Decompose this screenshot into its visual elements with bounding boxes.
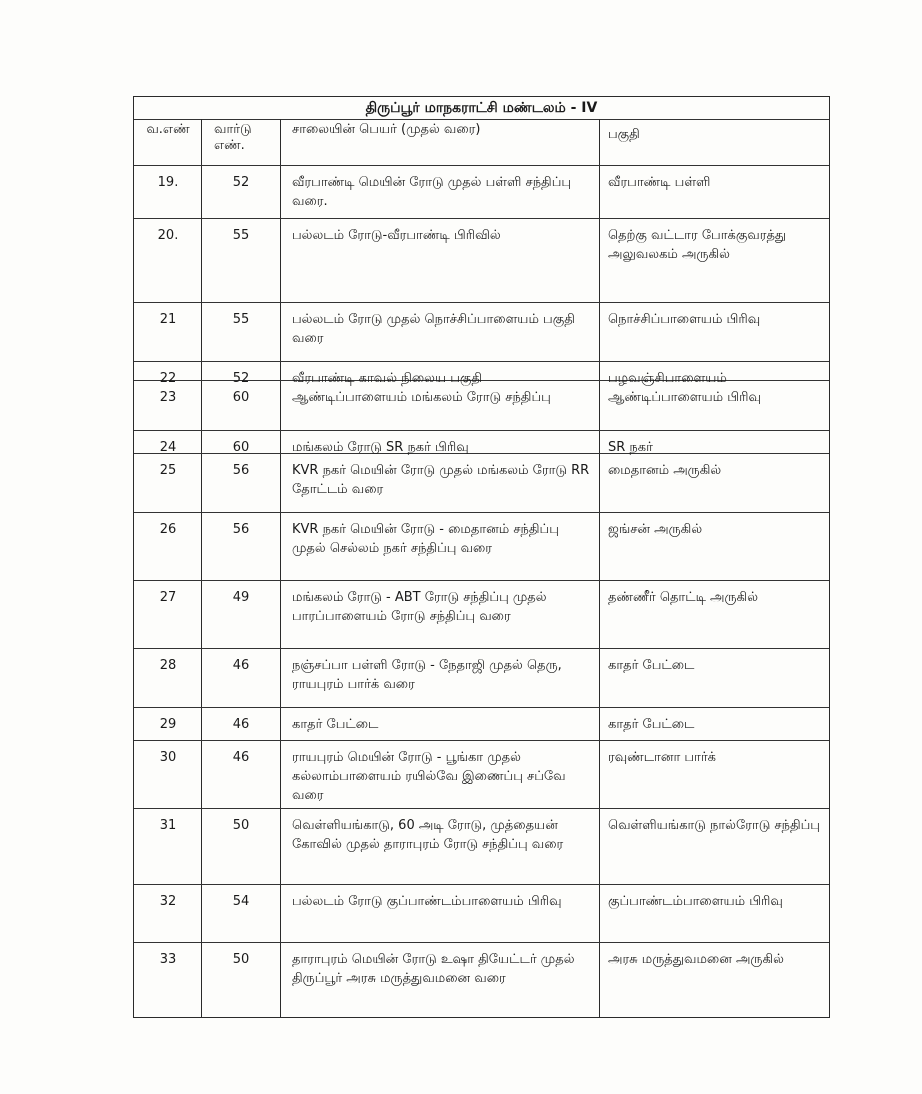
row-rule [134, 430, 829, 431]
cell-road: பல்லடம் ரோடு குப்பாண்டம்பாளையம் பிரிவு [292, 894, 562, 909]
cell-serial: 26 [159, 522, 177, 537]
title-rule [134, 119, 829, 120]
cell-serial: 32 [159, 894, 177, 909]
header-ward: வார்டு எண். [214, 122, 252, 153]
cell-road: பல்லடம் ரோடு-வீரபாண்டி பிரிவில் [292, 228, 501, 243]
cell-ward: 60 [232, 440, 250, 455]
cell-serial: 28 [159, 658, 177, 673]
cell-road: பல்லடம் ரோடு முதல் நொச்சிப்பாளையம் பகுதி வரை [292, 312, 575, 346]
cell-area: தண்ணீர் தொட்டி அருகில் [608, 590, 758, 605]
row-rule [134, 361, 829, 362]
cell-area: தெற்கு வட்டார போக்குவரத்து அலுவலகம் அருகில் [608, 228, 787, 262]
roads-table [133, 96, 830, 1018]
cell-ward: 56 [232, 463, 250, 478]
cell-ward: 55 [232, 312, 250, 327]
cell-area: குப்பாண்டம்பாளையம் பிரிவு [608, 894, 783, 909]
cell-ward: 54 [232, 894, 250, 909]
cell-ward: 52 [232, 175, 250, 190]
cell-area: நொச்சிப்பாளையம் பிரிவு [608, 312, 761, 327]
header-road: சாலையின் பெயர் (முதல் வரை) [292, 122, 481, 137]
row-rule [134, 648, 829, 649]
cell-serial: 30 [159, 750, 177, 765]
cell-area: ஆண்டிப்பாளையம் பிரிவு [608, 390, 761, 405]
row-rule [134, 302, 829, 303]
cell-ward: 46 [232, 750, 250, 765]
cell-serial: 22 [159, 371, 177, 386]
cell-area: ஜங்சன் அருகில் [608, 522, 703, 537]
cell-road: KVR நகர் மெயின் ரோடு - மைதானம் சந்திப்பு முதல் செல்லம் நகர் சந்திப்பு வரை [292, 522, 559, 556]
row-rule [134, 512, 829, 513]
cell-ward: 56 [232, 522, 250, 537]
row-rule [134, 942, 829, 943]
row-rule [134, 740, 829, 741]
row-rule [134, 165, 829, 166]
row-rule [134, 884, 829, 885]
cell-serial: 31 [159, 818, 177, 833]
cell-ward: 52 [232, 371, 250, 386]
cell-road: ஆண்டிப்பாளையம் மங்கலம் ரோடு சந்திப்பு [292, 390, 551, 405]
cell-road: மங்கலம் ரோடு SR நகர் பிரிவு [292, 440, 469, 455]
cell-area: வெள்ளியங்காடு நால்ரோடு சந்திப்பு [608, 818, 820, 833]
cell-area: ரவுண்டானா பார்க் [608, 750, 716, 765]
cell-road: வீரபாண்டி காவல் நிலைய பகுதி [292, 371, 483, 386]
cell-serial: 27 [159, 590, 177, 605]
cell-ward: 60 [232, 390, 250, 405]
cell-ward: 46 [232, 658, 250, 673]
cell-serial: 24 [159, 440, 177, 455]
cell-area: காதர் பேட்டை [608, 717, 695, 732]
cell-road: KVR நகர் மெயின் ரோடு முதல் மங்கலம் ரோடு RR தோட்டம் வரை [292, 463, 590, 497]
cell-serial: 20. [157, 228, 179, 243]
cell-area: அரசு மருத்துவமனை அருகில் [608, 952, 784, 967]
cell-road: வீரபாண்டி மெயின் ரோடு முதல் பள்ளி சந்திப்பு வரை. [292, 175, 572, 209]
cell-area: மைதானம் அருகில் [608, 463, 722, 478]
cell-serial: 23 [159, 390, 177, 405]
row-rule [134, 580, 829, 581]
cell-ward: 50 [232, 818, 250, 833]
cell-serial: 29 [159, 717, 177, 732]
cell-area: காதர் பேட்டை [608, 658, 695, 673]
cell-ward: 49 [232, 590, 250, 605]
cell-area: வீரபாண்டி பள்ளி [608, 175, 711, 190]
cell-serial: 33 [159, 952, 177, 967]
cell-road: மங்கலம் ரோடு - ABT ரோடு சந்திப்பு முதல் பாரப்பாளையம் ரோடு சந்திப்பு வரை [292, 590, 547, 624]
cell-serial: 25 [159, 463, 177, 478]
header-area: பகுதி [608, 127, 640, 142]
cell-serial: 19. [157, 175, 179, 190]
cell-ward: 55 [232, 228, 250, 243]
row-rule [134, 808, 829, 809]
cell-road: ராயபுரம் மெயின் ரோடு - பூங்கா முதல் கல்லாம்பாளையம் ரயில்வே இணைப்பு சப்வே வரை [292, 750, 566, 803]
cell-road: காதர் பேட்டை [292, 717, 379, 732]
cell-road: நஞ்சப்பா பள்ளி ரோடு - நேதாஜி முதல் தெரு, ராயபுரம் பார்க் வரை [292, 658, 562, 692]
cell-area: பழவஞ்சிபாளையம் [608, 371, 727, 386]
cell-road: தாராபுரம் மெயின் ரோடு உஷா தியேட்டர் முதல் திருப்பூர் அரசு மருத்துவமனை வரை [292, 952, 575, 986]
cell-ward: 46 [232, 717, 250, 732]
cell-ward: 50 [232, 952, 250, 967]
row-rule [134, 218, 829, 219]
cell-road: வெள்ளியங்காடு, 60 அடி ரோடு, முத்தையன் கோவில் முதல் தாராபுரம் ரோடு சந்திப்பு வரை [292, 818, 564, 852]
header-serial: வ.எண் [146, 122, 190, 137]
table-title: திருப்பூர் மாநகராட்சி மண்டலம் - IV [365, 100, 598, 116]
cell-serial: 21 [159, 312, 177, 327]
row-rule [134, 707, 829, 708]
cell-area: SR நகர் [608, 440, 653, 455]
